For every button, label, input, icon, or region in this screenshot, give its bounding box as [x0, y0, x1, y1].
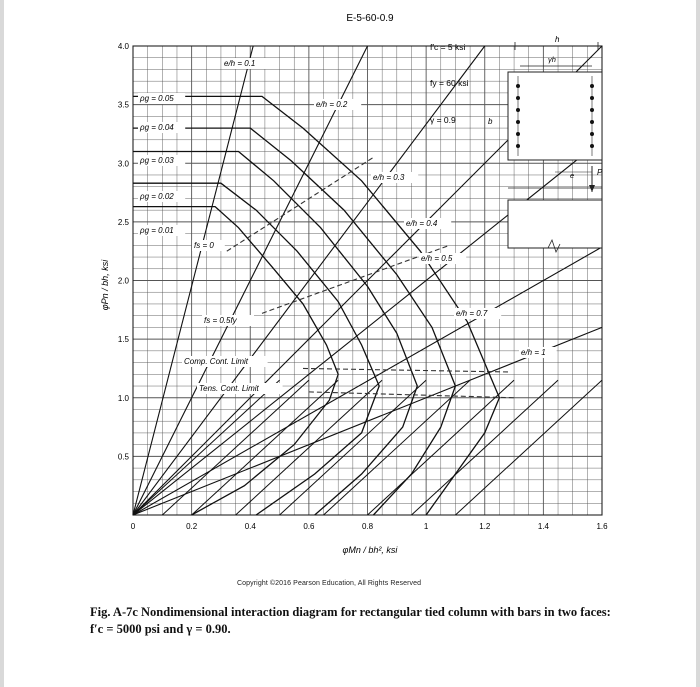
elevation-sketch — [508, 200, 602, 248]
x-tick-label: 1.2 — [479, 522, 491, 531]
curve-annotation: ρg = 0.04 — [140, 123, 174, 132]
curve-annotation: e/h = 0.2 — [316, 100, 348, 109]
x-tick-label: 0.4 — [244, 522, 256, 531]
curve-annotation: ρg = 0.02 — [140, 192, 174, 201]
curve-annotation: e/h = 0.3 — [373, 173, 405, 182]
figure-id: E-5-60-0.9 — [346, 13, 394, 24]
b-label: b — [488, 117, 493, 126]
curve-annotation: e/h = 0.5 — [421, 254, 453, 263]
curve-annotation: ρg = 0.03 — [140, 156, 174, 165]
rebar-dot — [590, 108, 594, 112]
rebar-dot — [516, 84, 520, 88]
rebar-dot — [516, 108, 520, 112]
caption-line-1: Fig. A-7c Nondimensional interaction diagram for rectangular tied column with bars in two faces: — [90, 605, 611, 619]
curve-annotation: Tens. Cont. Limit — [199, 384, 259, 393]
caption-line-2: f′c = 5000 psi and γ = 0.90. — [90, 622, 231, 636]
figure-caption — [90, 604, 650, 638]
strain-limit-line — [303, 368, 508, 372]
curve-annotation: ρg = 0.01 — [140, 226, 174, 235]
x-tick-label: 0.2 — [186, 522, 198, 531]
x-tick-label: 1.6 — [596, 522, 608, 531]
rebar-dot — [590, 84, 594, 88]
rebar-dot — [590, 120, 594, 124]
x-tick-label: 0 — [130, 522, 136, 531]
y-axis-label: φPn / bh, ksi — [100, 259, 110, 311]
curve-annotation: e/h = 0.1 — [224, 59, 256, 68]
rebar-dot — [516, 132, 520, 136]
y-tick-label: 0.5 — [117, 452, 129, 462]
curve-annotation: Comp. Cont. Limit — [184, 357, 249, 366]
y-tick-label: 4.0 — [117, 42, 129, 51]
y-tick-label: 3.0 — [117, 159, 129, 169]
column-section — [508, 72, 602, 160]
copyright: Copyright ©2016 Pearson Education, All Rights Reserved — [237, 580, 422, 587]
p-label: P — [597, 168, 603, 177]
y-tick-label: 1.5 — [117, 335, 129, 345]
gamma-h-label: γh — [548, 55, 556, 64]
curve-annotation: fs = 0 — [194, 241, 214, 250]
x-tick-label: 0.8 — [361, 522, 374, 531]
x-tick-label: 0.6 — [303, 522, 315, 531]
rebar-dot — [590, 144, 594, 148]
param-fc: f′c = 5 ksi — [430, 42, 466, 52]
rebar-dot — [590, 132, 594, 136]
x-axis-label: φMn / bh², ksi — [342, 545, 398, 555]
y-tick-label: 1.0 — [117, 393, 129, 403]
y-tick-label: 3.5 — [117, 100, 129, 110]
h-label: h — [555, 35, 560, 44]
x-tick-label: 1.4 — [537, 522, 549, 531]
rebar-dot — [516, 144, 520, 148]
curve-annotation: fs = 0.5fy — [204, 316, 237, 325]
curve-annotation: e/h = 1 — [521, 348, 546, 357]
rebar-dot — [516, 120, 520, 124]
y-tick-label: 2.5 — [117, 217, 129, 227]
rebar-dot — [590, 96, 594, 100]
interaction-curve — [133, 96, 499, 515]
curve-annotation: e/h = 0.4 — [406, 219, 438, 228]
rebar-dot — [516, 96, 520, 100]
curve-annotation: e/h = 0.7 — [456, 309, 488, 318]
curve-annotation: ρg = 0.05 — [140, 94, 174, 103]
param-fy: fy = 60 ksi — [430, 78, 469, 88]
y-tick-label: 2.0 — [117, 276, 129, 286]
param-gamma: γ = 0.9 — [430, 115, 456, 125]
x-tick-label: 1 — [423, 522, 429, 531]
e-label: e — [570, 171, 575, 180]
